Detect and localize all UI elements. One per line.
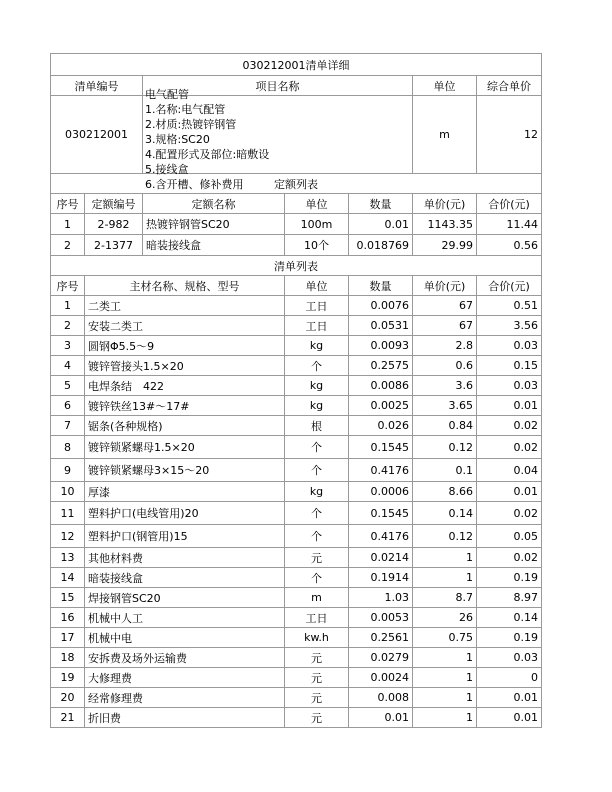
col-qty-cell: 0.01 xyxy=(349,214,413,235)
col-unit-cell: 100m xyxy=(285,214,349,235)
col-no-cell: 11 xyxy=(51,502,85,525)
col-unit-price-cell: 0.14 xyxy=(413,502,477,525)
material-row xyxy=(51,525,542,548)
col-qty-cell: 0.0279 xyxy=(349,648,413,668)
header-row xyxy=(51,76,542,96)
col-unit-cell: 元 xyxy=(285,548,349,568)
col-total-cell: 0.02 xyxy=(477,548,542,568)
col-qty-cell: 0.0086 xyxy=(349,376,413,396)
col-no-cell: 16 xyxy=(51,608,85,628)
col-no-cell: 21 xyxy=(51,708,85,728)
col-no-cell: 2 xyxy=(51,316,85,336)
col-unit-price-cell: 8.66 xyxy=(413,482,477,502)
col-qty-cell: 0.0214 xyxy=(349,548,413,568)
col-no-cell: 1 xyxy=(51,214,85,235)
col-qty-cell: 0.0093 xyxy=(349,336,413,356)
col-material-name-cell: 机械中电 xyxy=(85,628,285,648)
col-material-name-cell: 塑料护口(钢管用)15 xyxy=(85,525,285,548)
col-unit-price-cell: 2.8 xyxy=(413,336,477,356)
materials-section-title: 清单列表 xyxy=(51,256,542,276)
col-unit-price-cell: 8.7 xyxy=(413,588,477,608)
code-header: 清单编号 xyxy=(51,76,143,96)
col-unit-price-cell: 3.65 xyxy=(413,396,477,416)
col-total-cell: 0.15 xyxy=(477,356,542,376)
col-material-name-cell: 安装二类工 xyxy=(85,316,285,336)
col-unit-cell: m xyxy=(285,588,349,608)
col-no-cell: 10 xyxy=(51,482,85,502)
col-total-cell: 0.01 xyxy=(477,396,542,416)
material-row xyxy=(51,396,542,416)
col-total-cell: 0 xyxy=(477,668,542,688)
quota-section-title: 定额列表 xyxy=(51,174,542,194)
col-total-cell: 0.19 xyxy=(477,628,542,648)
col-no-cell: 4 xyxy=(51,356,85,376)
col-total-cell: 0.04 xyxy=(477,459,542,482)
material-row xyxy=(51,436,542,459)
col-unit-cell: 个 xyxy=(285,459,349,482)
col-no-cell: 5 xyxy=(51,376,85,396)
col-no-cell: 14 xyxy=(51,568,85,588)
col-unit-price-cell: 0.75 xyxy=(413,628,477,648)
col-qty-cell: 0.0025 xyxy=(349,396,413,416)
quota-row xyxy=(51,214,542,235)
col-unit-cell: 个 xyxy=(285,436,349,459)
col-qty-cell: 0.4176 xyxy=(349,525,413,548)
material-row xyxy=(51,708,542,728)
col-unit-cell: kg xyxy=(285,482,349,502)
col-qty-header: 数量 xyxy=(349,276,413,296)
col-total-cell: 8.97 xyxy=(477,588,542,608)
col-no-cell: 20 xyxy=(51,688,85,708)
col-total-cell: 11.44 xyxy=(477,214,542,235)
col-total-cell: 0.14 xyxy=(477,608,542,628)
col-material-name-cell: 二类工 xyxy=(85,296,285,316)
col-unit-price-cell: 0.84 xyxy=(413,416,477,436)
col-material-name-cell: 厚漆 xyxy=(85,482,285,502)
col-unit-cell: 个 xyxy=(285,356,349,376)
col-material-name-cell: 电焊条结 422 xyxy=(85,376,285,396)
col-unit-price-cell: 67 xyxy=(413,296,477,316)
col-no-cell: 18 xyxy=(51,648,85,668)
col-material-name-cell: 镀锌锁紧螺母1.5×20 xyxy=(85,436,285,459)
col-unit-cell: 个 xyxy=(285,525,349,548)
col-quota-code-cell: 2-982 xyxy=(85,214,143,235)
quota-header-row xyxy=(51,194,542,214)
col-unit-cell: kg xyxy=(285,396,349,416)
material-row xyxy=(51,459,542,482)
col-material-name-cell: 机械中人工 xyxy=(85,608,285,628)
col-unit-price-cell: 0.12 xyxy=(413,525,477,548)
material-row xyxy=(51,548,542,568)
material-row xyxy=(51,668,542,688)
col-unit-cell: 元 xyxy=(285,648,349,668)
col-unit-cell: 个 xyxy=(285,568,349,588)
col-no-header: 序号 xyxy=(51,276,85,296)
item-row xyxy=(51,96,542,174)
col-total-cell: 0.51 xyxy=(477,296,542,316)
col-qty-cell: 0.0006 xyxy=(349,482,413,502)
materials-title-row xyxy=(51,256,542,276)
col-material-name-cell: 锯条(各种规格) xyxy=(85,416,285,436)
material-row xyxy=(51,316,542,336)
col-qty-cell: 0.0024 xyxy=(349,668,413,688)
material-row xyxy=(51,502,542,525)
name-header: 项目名称 xyxy=(143,76,413,96)
col-total-cell: 0.02 xyxy=(477,416,542,436)
col-unit-cell: 元 xyxy=(285,688,349,708)
quota-row xyxy=(51,235,542,256)
col-unit-price-cell: 1 xyxy=(413,548,477,568)
col-material-name-cell: 镀锌管接头1.5×20 xyxy=(85,356,285,376)
col-quota-name-cell: 暗装接线盒 xyxy=(143,235,285,256)
item-code: 030212001 xyxy=(51,96,143,174)
col-qty-cell: 0.018769 xyxy=(349,235,413,256)
description-line: 5.接线盒 xyxy=(145,163,189,176)
description-line: 3.规格:SC20 xyxy=(145,133,210,146)
col-qty-cell: 1.03 xyxy=(349,588,413,608)
col-unit-price-header: 单价(元) xyxy=(413,194,477,214)
col-qty-cell: 0.1545 xyxy=(349,502,413,525)
materials-header-row xyxy=(51,276,542,296)
col-total-cell: 0.03 xyxy=(477,376,542,396)
col-unit-cell: 元 xyxy=(285,708,349,728)
col-total-header: 合价(元) xyxy=(477,276,542,296)
col-total-cell: 0.01 xyxy=(477,708,542,728)
col-no-cell: 19 xyxy=(51,668,85,688)
description-line: 1.名称:电气配管 xyxy=(145,103,226,116)
col-no-header: 序号 xyxy=(51,194,85,214)
col-qty-cell: 0.1545 xyxy=(349,436,413,459)
col-total-header: 合价(元) xyxy=(477,194,542,214)
col-no-cell: 8 xyxy=(51,436,85,459)
description-line: 6.含开槽、修补费用 xyxy=(145,178,244,191)
material-row xyxy=(51,648,542,668)
col-unit-cell: 工日 xyxy=(285,296,349,316)
col-unit-cell: 根 xyxy=(285,416,349,436)
col-unit-price-cell: 1 xyxy=(413,668,477,688)
col-no-cell: 12 xyxy=(51,525,85,548)
col-material-name-cell: 镀锌锁紧螺母3×15～20 xyxy=(85,459,285,482)
col-unit-cell: 元 xyxy=(285,668,349,688)
price-header: 综合单价 xyxy=(477,76,542,96)
bill-detail-table xyxy=(50,53,542,728)
material-row xyxy=(51,688,542,708)
col-unit-cell: kw.h xyxy=(285,628,349,648)
col-no-cell: 17 xyxy=(51,628,85,648)
col-unit-price-cell: 1143.35 xyxy=(413,214,477,235)
col-qty-cell: 0.0053 xyxy=(349,608,413,628)
col-unit-price-cell: 26 xyxy=(413,608,477,628)
col-material-name-cell: 折旧费 xyxy=(85,708,285,728)
col-no-cell: 6 xyxy=(51,396,85,416)
col-total-cell: 0.02 xyxy=(477,436,542,459)
col-unit-price-cell: 1 xyxy=(413,648,477,668)
col-material-name-cell: 暗装接线盒 xyxy=(85,568,285,588)
col-unit-price-cell: 1 xyxy=(413,688,477,708)
col-unit-cell: 个 xyxy=(285,502,349,525)
col-qty-cell: 0.0076 xyxy=(349,296,413,316)
col-material-name-cell: 圆钢Φ5.5～9 xyxy=(85,336,285,356)
col-total-cell: 0.01 xyxy=(477,482,542,502)
quota-title-row xyxy=(51,174,542,194)
col-total-cell: 0.03 xyxy=(477,336,542,356)
col-no-cell: 7 xyxy=(51,416,85,436)
sheet-title: 030212001清单详细 xyxy=(51,54,542,76)
col-total-cell: 0.03 xyxy=(477,648,542,668)
material-row xyxy=(51,608,542,628)
col-no-cell: 9 xyxy=(51,459,85,482)
col-no-cell: 3 xyxy=(51,336,85,356)
description-line: 2.材质:热镀锌钢管 xyxy=(145,118,237,131)
col-unit-price-cell: 0.12 xyxy=(413,436,477,459)
item-price: 12 xyxy=(477,96,542,174)
col-qty-cell: 0.026 xyxy=(349,416,413,436)
col-quota-name-header: 定额名称 xyxy=(143,194,285,214)
col-qty-cell: 0.1914 xyxy=(349,568,413,588)
material-row xyxy=(51,336,542,356)
col-qty-cell: 0.2575 xyxy=(349,356,413,376)
col-material-name-header: 主材名称、规格、型号 xyxy=(85,276,285,296)
material-row xyxy=(51,588,542,608)
unit-header: 单位 xyxy=(413,76,477,96)
col-qty-cell: 0.008 xyxy=(349,688,413,708)
col-unit-price-cell: 0.6 xyxy=(413,356,477,376)
col-qty-cell: 0.0531 xyxy=(349,316,413,336)
col-quota-code-cell: 2-1377 xyxy=(85,235,143,256)
col-unit-header: 单位 xyxy=(285,194,349,214)
col-unit-cell: 工日 xyxy=(285,316,349,336)
col-material-name-cell: 焊接钢管SC20 xyxy=(85,588,285,608)
col-total-cell: 0.01 xyxy=(477,688,542,708)
col-qty-cell: 0.01 xyxy=(349,708,413,728)
col-unit-cell: 工日 xyxy=(285,608,349,628)
material-row xyxy=(51,416,542,436)
material-row xyxy=(51,296,542,316)
col-unit-header: 单位 xyxy=(285,276,349,296)
col-unit-cell: 10个 xyxy=(285,235,349,256)
col-material-name-cell: 塑料护口(电线管用)20 xyxy=(85,502,285,525)
material-row xyxy=(51,482,542,502)
item-unit: m xyxy=(413,96,477,174)
col-unit-price-cell: 1 xyxy=(413,568,477,588)
col-unit-price-cell: 67 xyxy=(413,316,477,336)
material-row xyxy=(51,376,542,396)
col-unit-cell: kg xyxy=(285,336,349,356)
col-qty-cell: 0.4176 xyxy=(349,459,413,482)
col-material-name-cell: 安拆费及场外运输费 xyxy=(85,648,285,668)
col-quota-code-header: 定额编号 xyxy=(85,194,143,214)
col-no-cell: 13 xyxy=(51,548,85,568)
col-total-cell: 0.05 xyxy=(477,525,542,548)
description-line: 4.配置形式及部位:暗敷设 xyxy=(145,148,270,161)
material-row xyxy=(51,628,542,648)
col-unit-cell: kg xyxy=(285,376,349,396)
col-material-name-cell: 镀锌铁丝13#～17# xyxy=(85,396,285,416)
col-unit-price-cell: 1 xyxy=(413,708,477,728)
col-no-cell: 15 xyxy=(51,588,85,608)
col-qty-cell: 0.2561 xyxy=(349,628,413,648)
material-row xyxy=(51,356,542,376)
col-unit-price-cell: 29.99 xyxy=(413,235,477,256)
col-unit-price-cell: 3.6 xyxy=(413,376,477,396)
col-total-cell: 3.56 xyxy=(477,316,542,336)
col-unit-price-cell: 0.1 xyxy=(413,459,477,482)
material-row xyxy=(51,568,542,588)
col-no-cell: 2 xyxy=(51,235,85,256)
col-material-name-cell: 经常修理费 xyxy=(85,688,285,708)
col-qty-header: 数量 xyxy=(349,194,413,214)
col-total-cell: 0.56 xyxy=(477,235,542,256)
title-row xyxy=(51,54,542,76)
col-quota-name-cell: 热镀锌钢管SC20 xyxy=(143,214,285,235)
col-total-cell: 0.02 xyxy=(477,502,542,525)
col-total-cell: 0.19 xyxy=(477,568,542,588)
col-no-cell: 1 xyxy=(51,296,85,316)
col-unit-price-header: 单价(元) xyxy=(413,276,477,296)
col-material-name-cell: 大修理费 xyxy=(85,668,285,688)
description-line: 电气配管 xyxy=(145,88,189,101)
col-material-name-cell: 其他材料费 xyxy=(85,548,285,568)
